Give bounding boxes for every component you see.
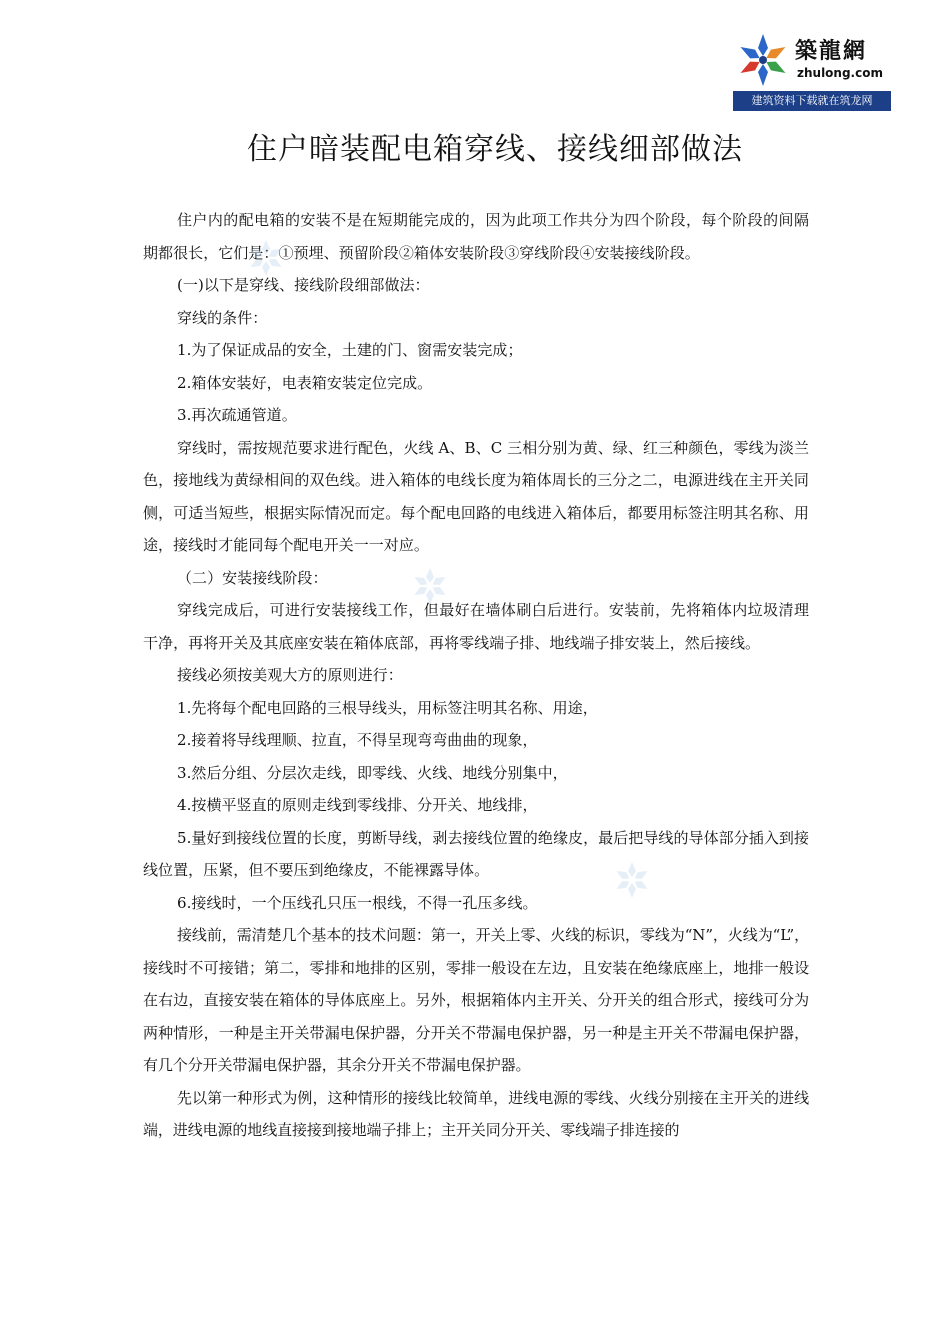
paragraph: 接线前，需清楚几个基本的技术问题：第一，开关上零、火线的标识，零线为“N”，火线为“L”，接线时不可接错；第二，零排和地排的区别，零排一般设在左边，且安装在绝缘底座上，地排一般设在右边，直接安装在箱体的导体底座上。另外，根据箱体内主开关、分开关的组合形式，接线可分为两种情形，一种是主开关带漏电保护器，分开关不带漏电保护器，另一种是主开关不带漏电保护器，有几个分开关带漏电保护器，其余分开关不带漏电保护器。 [143,926,809,1074]
list-item: 2.箱体安装好，电表箱安装定位完成。 [177,373,433,392]
snowflake-watermark-icon [612,860,652,900]
snowflake-watermark-icon [246,238,286,278]
logo-brand-name: 築龍網 [795,38,868,64]
list-item: 1.先将每个配电回路的三根导线头，用标签注明其名称、用途， [177,698,598,717]
zhulong-logo [733,30,891,112]
logo-domain: zhulong.com [797,66,883,80]
paragraph: 先以第一种形式为例，这种情形的接线比较简单，进线电源的零线、火线分别接在主开关的进线端，进线电源的地线直接接到接地端子排上；主开关同分开关、零线端子排连接的 [143,1088,809,1139]
paragraph: 住户内的配电箱的安装不是在短期能完成的，因为此项工作共分为四个阶段，每个阶段的间隔期都很长，它们是：①预埋、预留阶段②箱体安装阶段③穿线阶段④安装接线阶段。 [143,211,809,262]
list-item: 3.再次疏通管道。 [177,406,297,424]
paragraph: 接线必须按美观大方的原则进行： [177,666,403,684]
paragraph: 穿线完成后，可进行安装接线工作，但最好在墙体刷白后进行。安装前，先将箱体内垃圾清理干净，再将开关及其底座安装在箱体底部，再将零线端子排、地线端子排安装上，然后接线。 [143,601,809,652]
list-item: 6.接线时，一个压线孔只压一根线，不得一孔压多线。 [177,893,538,912]
paragraph: 穿线的条件： [177,308,268,327]
snowflake-watermark-icon [410,566,450,606]
list-item: 2.接着将导线理顺、拉直，不得呈现弯弯曲曲的现象， [177,731,538,749]
section-heading: （二）安装接线阶段： [177,568,328,587]
section-heading: (一)以下是穿线、接线阶段细部做法： [177,276,430,294]
list-item: 4.按横平竖直的原则走线到零线排、分开关、地线排， [177,796,538,814]
document-body [143,204,809,1147]
logo-slogan: 建筑资料下载就在筑龙网 [733,91,891,111]
paragraph: 穿线时，需按规范要求进行配色，火线 A、B、C 三相分别为黄、绿、红三种颜色，零线为淡兰色，接地线为黄绿相间的双色线。进入箱体的电线长度为箱体周长的三分之二，电源进线在主开关同侧，可适当短些，根据实际情况而定。每个配电回路的电线进入箱体后，都要用标签注明其名称、用途，接线时才能同每个配电开关一一对应。 [143,438,809,554]
page-title: 住户暗装配电箱穿线、接线细部做法 [247,132,743,167]
snowflake-logo-icon [735,32,791,88]
list-item: 3.然后分组、分层次走线，即零线、火线、地线分别集中， [177,763,568,782]
list-item: 1.为了保证成品的安全，土建的门、窗需安装完成； [177,341,523,359]
logo-top [733,30,891,90]
list-item: 5.量好到接线位置的长度，剪断导线，剥去接线位置的绝缘皮，最后把导线的导体部分插入到接线位置，压紧，但不要压到绝缘皮，不能裸露导体。 [143,828,809,879]
